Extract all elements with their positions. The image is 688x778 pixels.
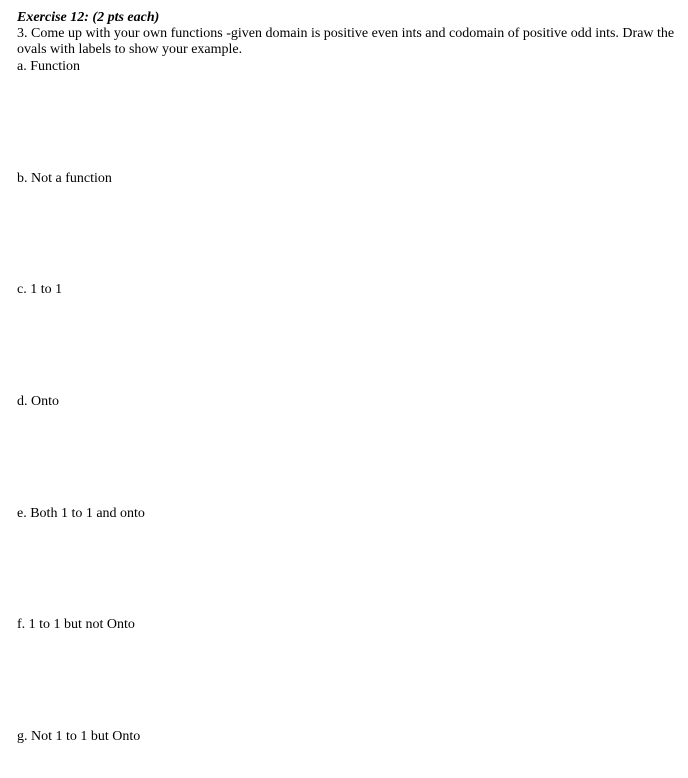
part-f-label: f. 1 to 1 but not Onto: [17, 617, 135, 632]
exercise-block: [17, 10, 677, 58]
part-g-label: g. Not 1 to 1 but Onto: [17, 729, 141, 744]
question-text: 3. Come up with your own functions -given domain is positive even ints and codomain of positive odd ints. Draw the ovals with labels to show your example.: [17, 26, 675, 57]
part-b-label: b. Not a function: [17, 171, 112, 186]
part-a-label: a. Function: [17, 59, 80, 74]
part-d-label: d. Onto: [17, 394, 59, 409]
part-c-label: c. 1 to 1: [17, 282, 63, 297]
exercise-title: Exercise 12: (2 pts each): [17, 10, 160, 25]
part-e-label: e. Both 1 to 1 and onto: [17, 506, 145, 521]
